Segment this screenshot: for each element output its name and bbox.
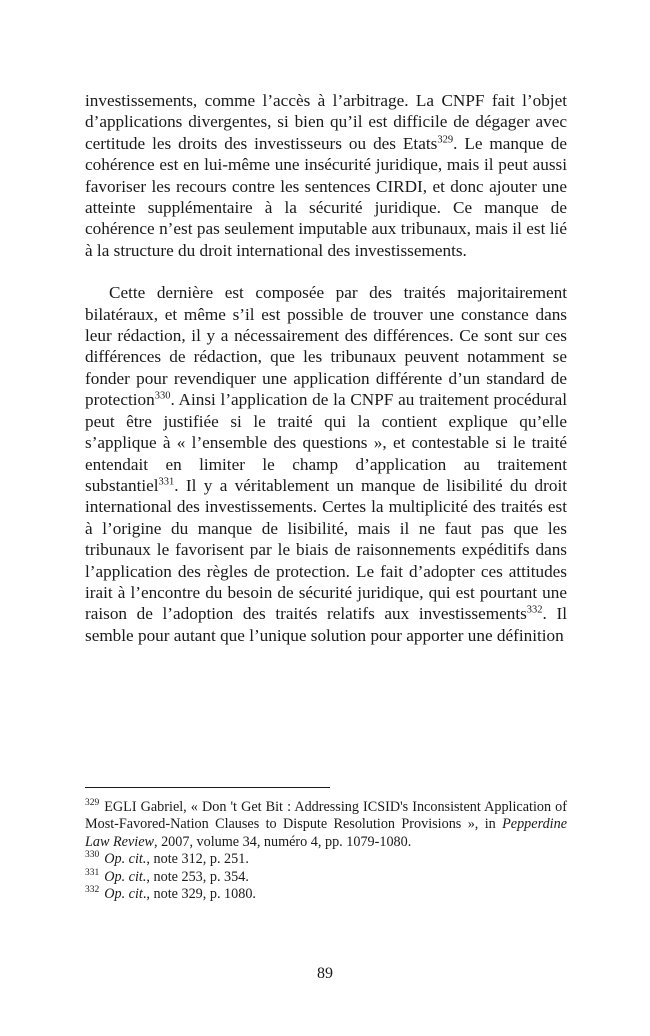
footnote-ref-331[interactable]: 331 [158,476,175,488]
footnote-number: 332 [85,885,100,896]
footnote-number: 329 [85,798,100,809]
footnote-text-end: , note 253, p. 354. [146,868,249,885]
paragraph-2-text-d: . Il semble pour autant que l’unique solution pour apporter une définition [85,604,567,645]
footnote-text-end: , note 312, p. 251. [146,851,249,868]
paragraph-2 [85,282,567,646]
footnote-source-title: Op. cit. [104,868,147,885]
footnote-ref-332[interactable]: 332 [526,604,543,616]
footnote-329 [85,799,567,851]
footnote-text-end: , 2007, volume 34, numéro 4, pp. 1079-1080. [153,833,412,850]
page-body [85,90,567,646]
paragraph-1 [85,90,567,261]
footnote-ref-330[interactable]: 330 [154,390,171,402]
footnote-source-title: Pepperdine Law Review [85,816,567,850]
footnote-ref-329[interactable]: 329 [437,134,454,146]
footnote-332 [85,886,567,903]
footnote-number: 331 [85,867,100,878]
paragraph-1-text-b: . Le manque de cohérence est en lui-même une insécurité juridique, mais il peut aussi favoriser les recours contre les sentences CIRDI, et donc ajouter une atteinte supplémentaire à la sécurité juridique. Ce manque de cohérence n’est pas seulement imputable aux tribunaux, mais il est lié à la structure du droit international des investissements. [85,133,567,260]
footnote-331 [85,869,567,886]
paragraph-2-text-c: . Il y a véritablement un manque de lisibilité du droit international des investissements. Certes la multiplicité des traités est à l’origine du manque de lisibilité, mais il ne faut pas que les tribunaux le favorisent par le biais de raisonnements expéditifs dans l’application des règles de protection. Le fait d’adopter ces attitudes irait à l’encontre du besoin de sécurité juridique, qui est pourtant une raison de l’adoption des traités relatifs aux investissements [85,475,567,624]
page-number: 89 [317,965,333,982]
paragraph-1-text-a: investissements, comme l’accès à l’arbitrage. La CNPF fait l’objet d’applications divergentes, si bien qu’il est difficile de dégager avec certitude les droits des investisseurs ou des Etats [85,91,567,153]
footnote-text-end: ., note 329, p. 1080. [142,886,256,903]
footnote-text: EGLI Gabriel, « Don 't Get Bit : Addressing ICSID's Inconsistent Application of Most-Favored-Nation Clauses to Dispute Resolution Provisions », in [85,799,567,833]
paragraph-2-text-a: Cette dernière est composée par des traités majoritairement bilatéraux, et même s’il est possible de trouver une constance dans leur rédaction, il y a nécessairement des différences. Ce sont sur ces différences de rédaction, que les tribunaux peuvent notamment se fonder pour revendiquer une application différente d’un standard de protection [85,283,567,410]
footnote-separator [85,787,330,788]
footnotes [85,799,567,903]
footnote-number: 330 [85,850,100,861]
footnote-source-title: Op. cit [104,886,143,903]
paragraph-2-text-b: . Ainsi l’application de la CNPF au traitement procédural peut être justifiée si le traité qui la contient explique qu’elle s’applique à « l’ensemble des questions », et contestable si le traité entendait en limiter le champ d’application au traitement substantiel [85,390,567,495]
footnote-source-title: Op. cit. [104,851,147,868]
footnote-330 [85,851,567,868]
